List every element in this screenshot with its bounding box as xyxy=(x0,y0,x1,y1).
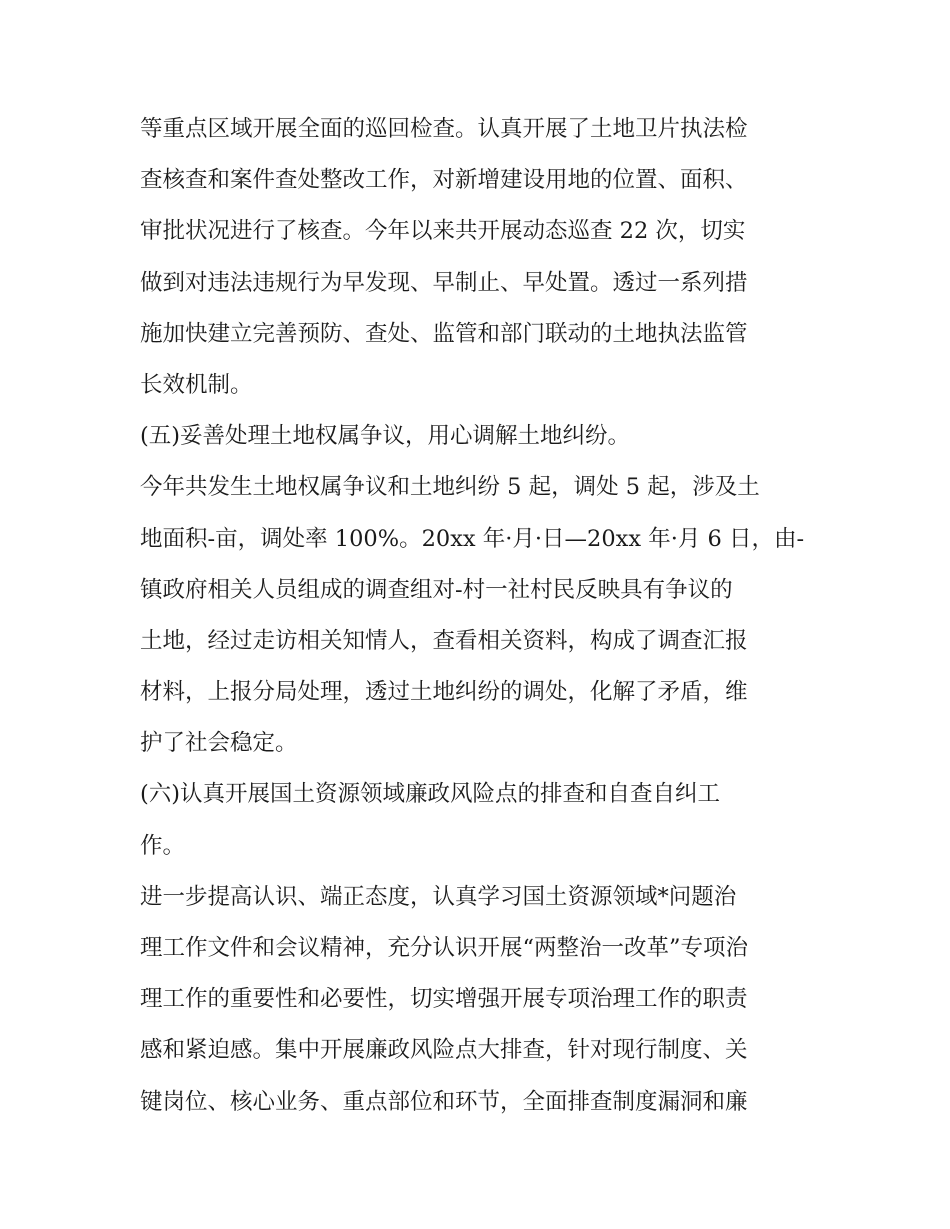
text-line: 做到对违法违规行为早发现、早制止、早处置。透过一系列措 xyxy=(140,269,748,296)
text-line: 进一步提高认识、端正态度，认真学习国土资源领域*问题治 xyxy=(140,883,737,910)
text-line: 护了社会稳定。 xyxy=(140,730,298,757)
section-heading-6: (六)认真开展国土资源领域廉政风险点的排查和自查自纠工 xyxy=(140,781,721,808)
text-line: 感和紧迫感。集中开展廉政风险点大排查，针对现行制度、关 xyxy=(140,1037,748,1064)
text-line: 理工作文件和会议精神，充分认识开展“两整治一改革”专项治 xyxy=(140,935,749,961)
text-line: 施加快建立完善预防、查处、监管和部门联动的土地执法监管 xyxy=(140,320,748,347)
text-line: 地面积-亩，调处率 100%。20xx 年·月·日—20xx 年·月 6 日，由- xyxy=(140,525,805,552)
text-line: 审批状况进行了核查。今年以来共开展动态巡查 22 次，切实 xyxy=(140,218,746,245)
text-line: 等重点区域开展全面的巡回检查。认真开展了土地卫片执法检 xyxy=(140,116,748,142)
body-text xyxy=(140,104,820,1128)
text-line: 键岗位、核心业务、重点部位和环节，全面排查制度漏洞和廉 xyxy=(140,1088,748,1115)
text-line: 材料，上报分局处理，透过土地纠纷的调处，化解了矛盾，维 xyxy=(140,679,748,706)
section-heading-6-cont: 作。 xyxy=(140,832,186,859)
section-heading-5: (五)妥善处理土地权属争议，用心调解土地纠纷。 xyxy=(140,423,631,450)
text-line: 今年共发生土地权属争议和土地纠纷 5 起，调处 5 起，涉及土 xyxy=(140,474,760,501)
text-line: 长效机制。 xyxy=(140,371,253,398)
text-line: 镇政府相关人员组成的调查组对-村一社村民反映具有争议的 xyxy=(140,576,733,603)
text-line: 理工作的重要性和必要性，切实增强开展专项治理工作的职责 xyxy=(140,986,748,1013)
text-line: 土地，经过走访相关知情人，查看相关资料，构成了调查汇报 xyxy=(140,627,748,654)
text-line: 查核查和案件查处整改工作，对新增建设用地的位置、面积、 xyxy=(140,167,748,194)
